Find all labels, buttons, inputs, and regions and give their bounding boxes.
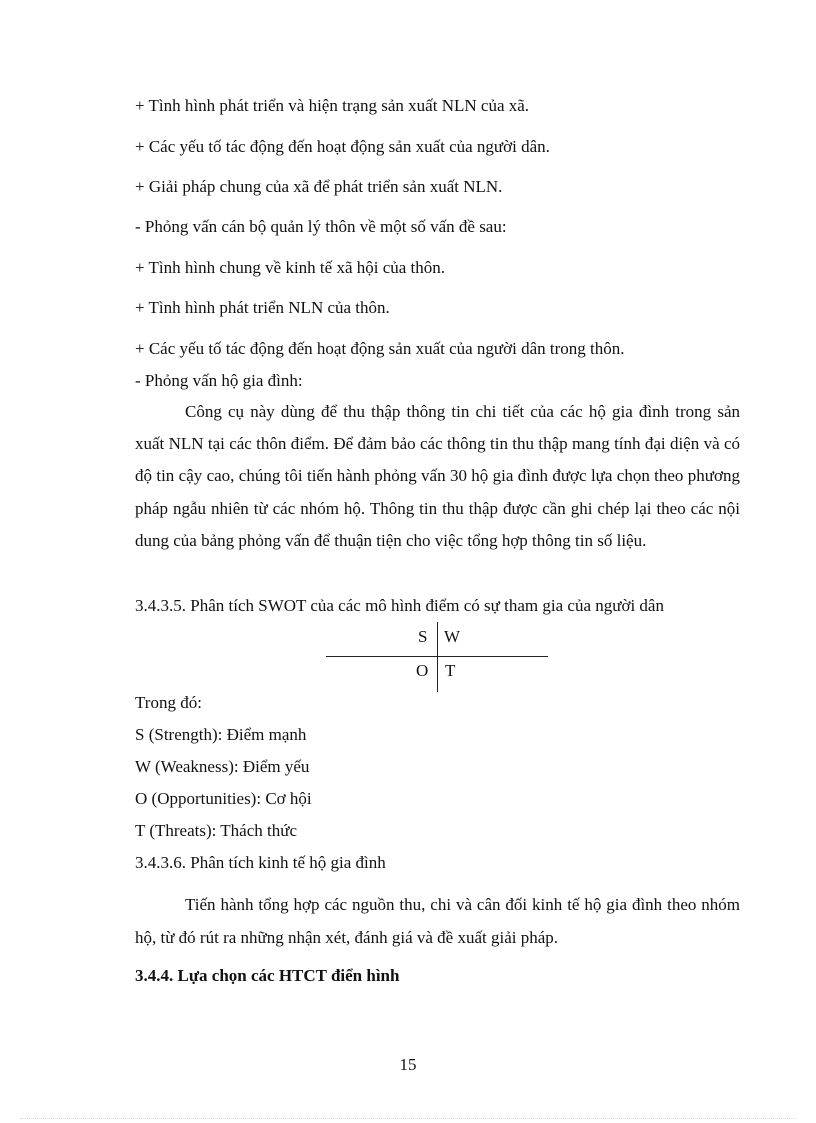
bullet-village-factors: + Các yếu tố tác động đến hoạt động sản xuất của người dân trong thôn. [135,339,625,358]
section-heading-htct-selection: 3.4.4. Lựa chọn các HTCT điển hình [135,966,400,985]
page-bottom-edge [20,1118,796,1119]
bullet-commune-development: + Tình hình phát triển và hiện trạng sản xuất NLN của xã. [135,96,530,115]
swot-strength-label: S [418,627,428,646]
swot-threats-label: T [445,661,456,680]
section-heading-household-economy: 3.4.3.6. Phân tích kinh tế hộ gia đình [135,853,386,872]
bullet-village-socioeconomic: + Tình hình chung về kinh tế xã hội của thôn. [135,258,446,277]
section-heading-swot: 3.4.3.5. Phân tích SWOT của các mô hình điểm có sự tham gia của người dân [135,596,664,615]
legend-strength: S (Strength): Điểm mạnh [135,725,307,744]
legend-opportunities: O (Opportunities): Cơ hội [135,789,312,808]
legend-threats: T (Threats): Thách thức [135,821,297,840]
page-number: 15 [399,1055,417,1074]
bullet-commune-factors: + Các yếu tố tác động đến hoạt động sản xuất của người dân. [135,137,550,156]
paragraph-household-economy: Tiến hành tổng hợp các nguồn thu, chi và cân đối kinh tế hộ gia đình theo nhóm hộ, từ đó rút ra những nhận xét, đánh giá và đề xuất giải pháp. [135,895,740,947]
swot-opportunities-label: O [416,661,429,680]
swot-diagram [326,622,548,692]
interview-village-managers: - Phỏng vấn cán bộ quản lý thôn về một số vấn đề sau: [135,217,507,236]
bullet-village-development: + Tình hình phát triển NLN của thôn. [135,298,390,317]
swot-weakness-label: W [444,627,461,646]
swot-vertical-divider [437,622,438,692]
interview-households: - Phỏng vấn hộ gia đình: [135,371,303,390]
legend-weakness: W (Weakness): Điểm yếu [135,757,310,776]
legend-intro: Trong đó: [135,693,202,712]
paragraph-household-interview: Công cụ này dùng để thu thập thông tin chi tiết của các hộ gia đình trong sản xuất NLN tại các thôn điểm. Để đảm bảo các thông tin thu thập mang tính đại diện và có độ tin cậy cao, chúng tôi tiến hành phỏng vấn 30 hộ gia đình được lựa chọn theo phương pháp ngẫu nhiên từ các nhóm hộ. Thông tin thu thập được cần ghi chép lại theo các nội dung của bảng phỏng vấn để thuận tiện cho việc tổng hợp thông tin số liệu. [135,402,740,550]
bullet-commune-solutions: + Giải pháp chung của xã để phát triển sản xuất NLN. [135,177,503,196]
